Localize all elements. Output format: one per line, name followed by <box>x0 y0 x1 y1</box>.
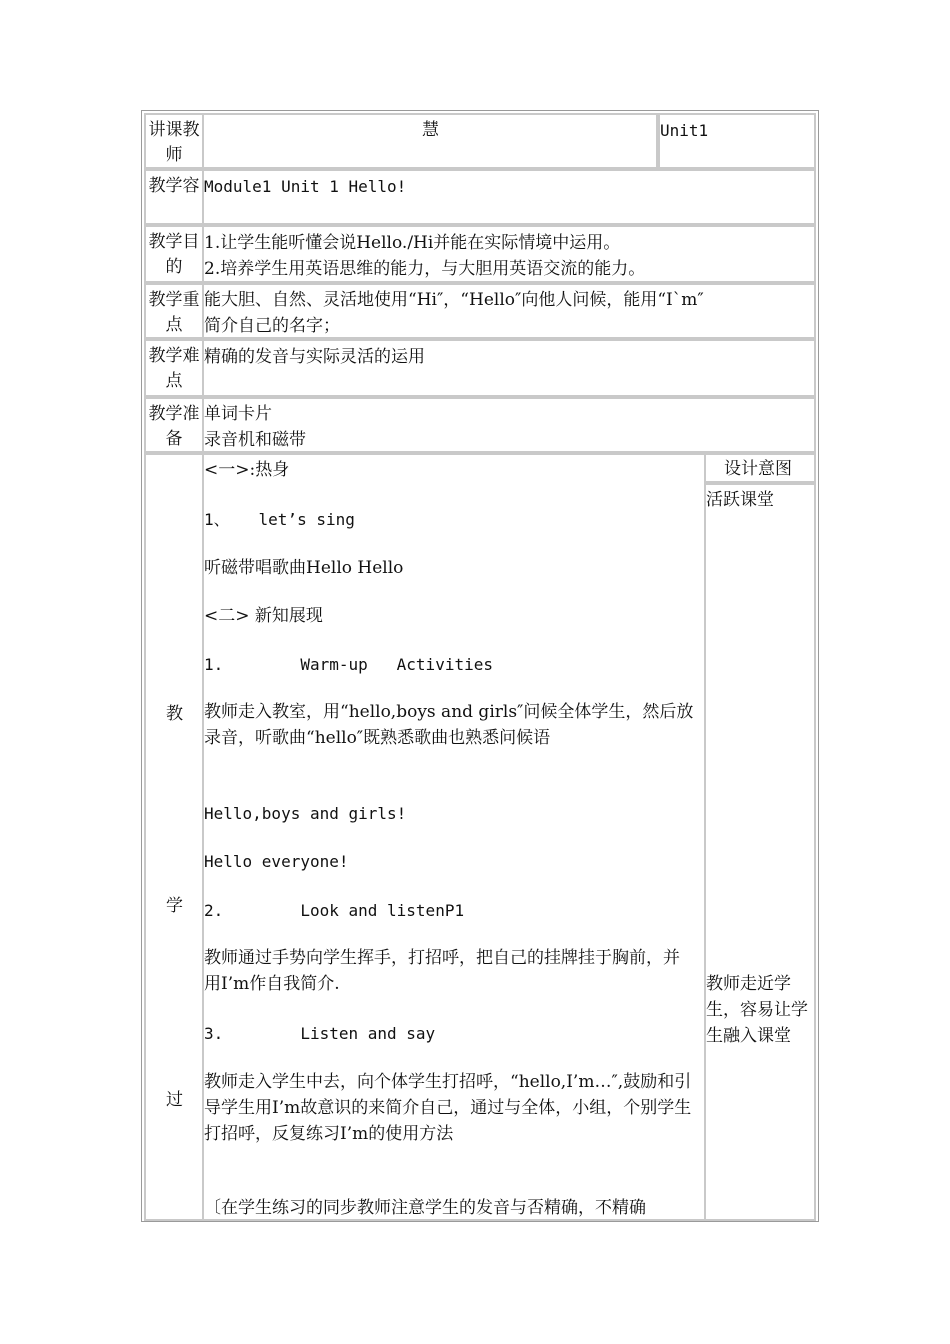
process-line-7: Hello,boys and girls! <box>204 804 407 823</box>
difficult-label: 教学难点 <box>148 346 200 391</box>
design-note-2: 教师走近学生，容易让学生融入课堂 <box>706 974 808 1046</box>
process-line-11: 3. Listen and say <box>204 1024 436 1043</box>
goals-value-cell <box>202 225 816 283</box>
prep-line-1: 单词卡片 <box>204 404 272 424</box>
teacher-label: 讲课教师 <box>148 120 200 165</box>
process-label-char-3: 过 <box>166 1090 183 1110</box>
process-line-5: 1. Warm-up Activities <box>204 655 493 674</box>
difficult-line-1: 精确的发音与实际灵活的运用 <box>204 347 425 367</box>
goals-line-2: 2.培养学生用英语思维的能力，与大胆用英语交流的能力。 <box>204 259 646 279</box>
process-content-cell <box>202 453 706 1221</box>
goals-label-cell <box>144 225 204 283</box>
teacher-label-cell <box>144 113 204 169</box>
goals-label: 教学目的 <box>148 232 200 277</box>
design-notes-cell <box>704 483 816 1221</box>
prep-label-cell <box>144 397 204 453</box>
teacher-name: 慧 <box>422 120 439 140</box>
process-label-char-1: 教 <box>166 704 183 724</box>
lesson-plan-table <box>141 110 819 1222</box>
teacher-name-cell <box>202 113 658 169</box>
process-label-cell <box>144 453 204 1221</box>
process-line-13: 〔在学生练习的同步教师注意学生的发音与否精确，不精确 <box>204 1198 646 1218</box>
process-line-2: 1、 let’s sing <box>204 510 355 529</box>
design-header-cell <box>704 453 816 483</box>
key-line-2: 简介自己的名字； <box>204 316 340 336</box>
design-note-1: 活跃课堂 <box>706 490 774 510</box>
process-line-1: <一>:热身 <box>204 460 290 480</box>
content-value: Module1 Unit 1 Hello! <box>204 177 407 196</box>
prep-label: 教学准备 <box>148 404 200 449</box>
prep-value-cell <box>202 397 816 453</box>
difficult-label-cell <box>144 339 204 397</box>
prep-line-2: 录音机和磁带 <box>204 430 306 450</box>
process-label-char-2: 学 <box>166 896 183 916</box>
goals-line-1: 1.让学生能听懂会说Hello./Hi并能在实际情境中运用。 <box>204 233 621 253</box>
process-line-6: 教师走入教室，用“hello,boys and girls″问候全体学生，然后放录音，听歌曲“hello″既熟悉歌曲也熟悉问候语 <box>204 702 694 748</box>
process-line-4: <二> 新知展现 <box>204 606 323 626</box>
process-line-3: 听磁带唱歌曲Hello Hello <box>204 558 404 578</box>
unit-cell <box>658 113 816 169</box>
process-line-10: 教师通过手势向学生挥手，打招呼，把自己的挂牌挂于胸前，并用I’m作自我简介. <box>204 948 680 994</box>
unit-value: Unit1 <box>660 121 709 140</box>
content-value-cell <box>202 169 816 225</box>
key-label-cell <box>144 283 204 339</box>
content-label-cell <box>144 169 204 225</box>
key-label: 教学重点 <box>148 290 200 335</box>
design-header: 设计意图 <box>724 459 792 479</box>
key-line-1: 能大胆、自然、灵活地使用“Hi″，“Hello″向他人问候，能用“I`m″ <box>204 290 704 310</box>
process-line-8: Hello everyone! <box>204 852 349 871</box>
process-line-9: 2. Look and listenP1 <box>204 901 465 920</box>
key-value-cell <box>202 283 816 339</box>
content-label: 教学容 <box>148 176 200 196</box>
process-line-12: 教师走入学生中去，向个体学生打招呼，“hello,I’m…″,鼓励和引导学生用I’m故意识的来简介自己，通过与全体，小组，个别学生打招呼，反复练习I’m的使用方法 <box>204 1072 692 1144</box>
difficult-value-cell <box>202 339 816 397</box>
